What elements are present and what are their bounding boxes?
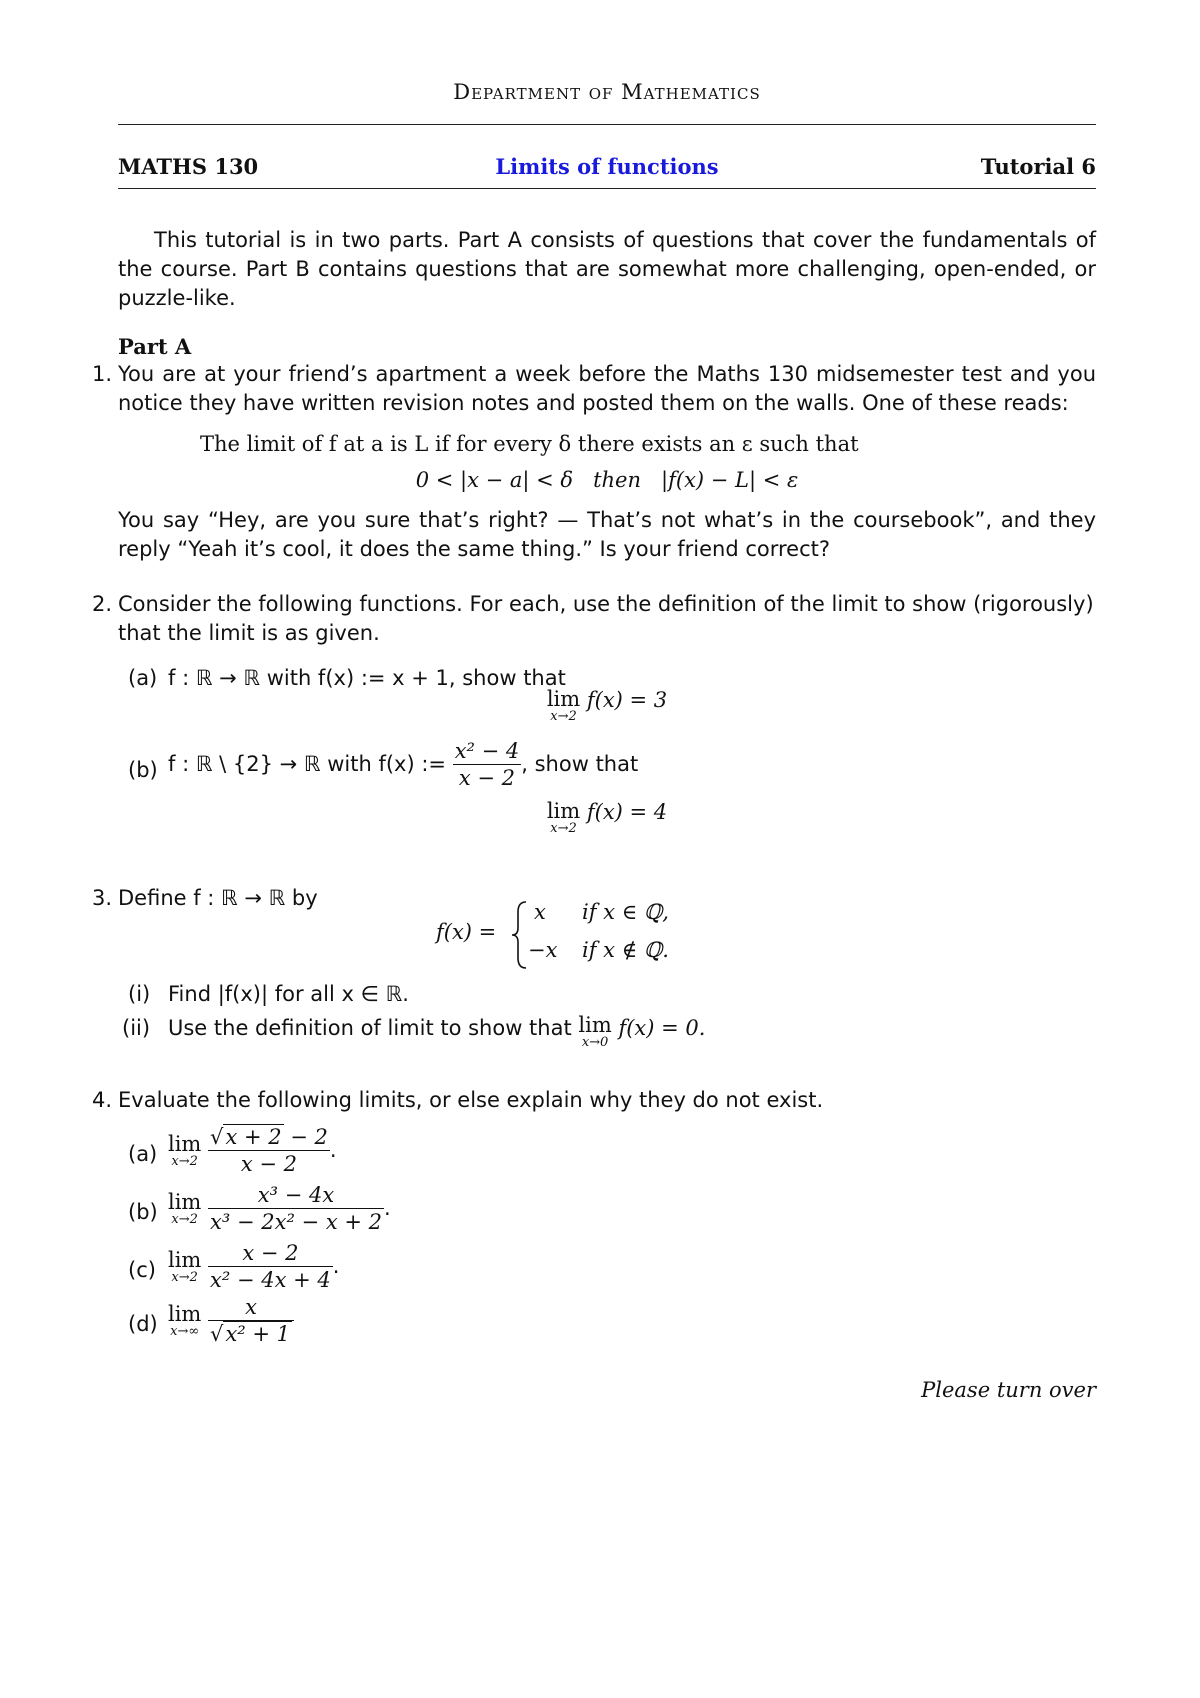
question-number: 3. xyxy=(91,886,112,910)
quote-line-1: The limit of f at a is L if for every δ there exists an ε such that xyxy=(200,432,859,456)
case-1-value: x xyxy=(534,900,546,924)
limit-expression: f(x) = 3 xyxy=(586,688,668,712)
part-a-title: Part A xyxy=(118,334,192,359)
question-text: Consider the following functions. For each, use the definition of the limit to show (rigorously) that the limit is as given. xyxy=(118,592,1094,645)
course-header xyxy=(118,154,1096,184)
limit-operator: lim x→0 xyxy=(578,1013,612,1050)
part-label: (i) xyxy=(128,982,151,1006)
question-text: You are at your friend’s apartment a week before the Maths 130 midsemester test and you notice they have written revision notes and posted them on the walls. One of these reads: xyxy=(118,362,1096,415)
part-text: f : ℝ → ℝ with f(x) := x + 1, show that xyxy=(168,666,566,690)
question-2 xyxy=(91,590,1096,648)
fraction: $\frac{\text{x² − 4}}{x - 2}$ xyxy=(454,739,520,790)
question-4 xyxy=(91,1086,1096,1115)
tutorial-number: Tutorial 6 xyxy=(980,154,1096,179)
limit-operator: lim x→∞ xyxy=(168,1301,202,1339)
part-label: (d) xyxy=(128,1312,158,1336)
part-text: Find |f(x)| for all x ∈ ℝ. xyxy=(168,982,409,1006)
course-code: MATHS 130 xyxy=(118,154,259,179)
part-label: (a) xyxy=(128,666,158,690)
case-2-value: −x xyxy=(528,938,558,962)
limit-operator: lim x→2 xyxy=(168,1247,202,1285)
limit-operator: lim x→2 xyxy=(168,1189,202,1227)
limit-expression: f(x) = 4 xyxy=(586,800,668,824)
limit-expression: f(x) = 0. xyxy=(618,1016,706,1040)
question-4d xyxy=(118,1294,1096,1350)
part-label: (c) xyxy=(128,1258,156,1282)
header-rule-top xyxy=(118,124,1096,125)
question-2a-limit xyxy=(118,688,1096,724)
part-text-tail: , show that xyxy=(521,752,639,776)
part-label: (b) xyxy=(128,1200,158,1224)
piecewise-definition xyxy=(118,896,1096,972)
part-label: (a) xyxy=(128,1142,158,1166)
question-text: Define f : ℝ → ℝ by xyxy=(118,886,318,910)
part-text: f : ℝ \ {2} → ℝ with f(x) := xyxy=(168,752,446,776)
topic-title: Limits of functions xyxy=(495,154,719,179)
question-4a: (a) lim x→2 $\frac{√x + 2 - 2}{x - 2}$ . xyxy=(128,1125,337,1176)
question-number: 4. xyxy=(91,1088,112,1112)
question-4b: (b) lim x→2 $\frac{\text{x³ − 4x}}{\text{x³ − 2x² − x + 2}}$ . xyxy=(128,1183,391,1234)
question-4c: (c) lim x→2 $\frac{x - 2}{\text{x² − 4x + 4}}$ . xyxy=(128,1241,340,1292)
case-2-condition: if x ∉ ℚ. xyxy=(582,938,669,962)
limit-operator: lim x→2 xyxy=(546,687,581,724)
fraction: $\frac{x}{\text{√x² + 1}}$ xyxy=(208,1294,294,1347)
question-1 xyxy=(91,360,1096,418)
limit-operator: lim x→2 xyxy=(546,799,581,836)
question-number: 1. xyxy=(91,362,112,386)
department-heading: Department of Mathematics xyxy=(453,80,761,104)
piecewise-lhs: f(x) = xyxy=(436,920,497,944)
intro-text: This tutorial is in two parts. Part A consists of questions that cover the fundamentals of the course. Part B contains questions that are somewhat more challenging, open-ended, or puzzle-like. xyxy=(118,228,1096,310)
question-number: 2. xyxy=(91,592,112,616)
part-text: Use the definition of limit to show that xyxy=(168,1016,572,1040)
question-1-followup: You say “Hey, are you sure that’s right? — That’s not what’s in the coursebook”, and they reply “Yeah it’s cool, it does the same thing.” Is your friend correct? xyxy=(118,508,1096,561)
fraction: $\frac{√x + 2 - 2}{x - 2}$ xyxy=(210,1125,328,1176)
left-brace xyxy=(510,900,530,970)
fraction: $\frac{x - 2}{\text{x² − 4x + 4}}$ xyxy=(210,1241,331,1292)
intro-paragraph xyxy=(118,226,1096,313)
limit-operator: lim x→2 xyxy=(168,1131,202,1169)
question-2b-limit xyxy=(118,800,1096,836)
quote-line-2: 0 < |x − a| < δ then |f(x) − L| < ε xyxy=(415,468,799,492)
case-1-condition: if x ∈ ℚ, xyxy=(582,900,669,924)
document-page xyxy=(91,0,1096,1698)
question-text: Evaluate the following limits, or else explain why they do not exist. xyxy=(118,1088,824,1112)
part-label: (ii) xyxy=(122,1016,151,1040)
question-2b xyxy=(118,738,1096,798)
page-footer-note: Please turn over xyxy=(921,1378,1096,1402)
header-rule-bottom xyxy=(118,188,1096,189)
fraction: $\frac{\text{x³ − 4x}}{\text{x³ − 2x² − x + 2}}$ xyxy=(210,1183,382,1234)
part-label: (b) xyxy=(128,758,158,782)
